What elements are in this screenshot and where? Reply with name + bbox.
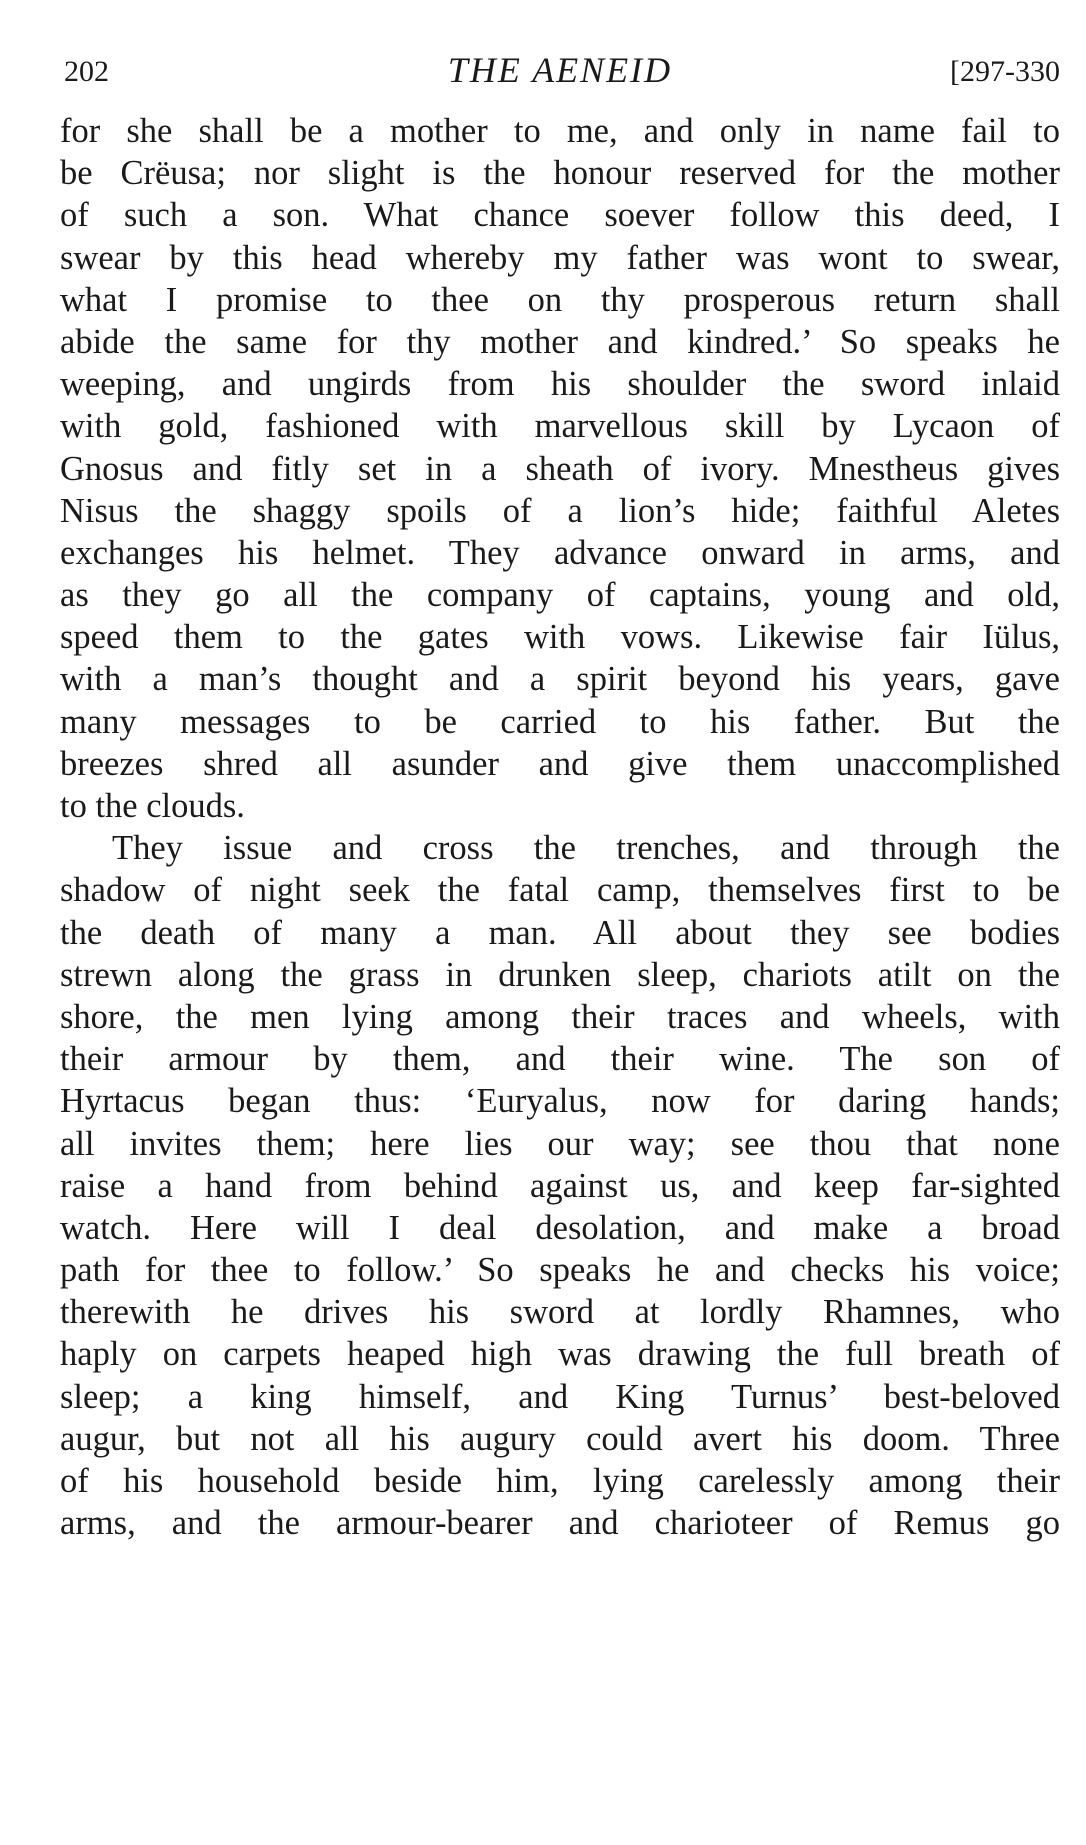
- body-text: [60, 110, 1060, 1544]
- text-line: path for thee to follow.’ So speaks he and checks his voice;: [60, 1251, 1060, 1290]
- text-line: abide the same for thy mother and kindred.’ So speaks he: [60, 322, 1060, 361]
- text-line: therewith he drives his sword at lordly Rhamnes, who: [60, 1293, 1060, 1332]
- text-line: raise a hand from behind against us, and keep far-sighted: [60, 1166, 1060, 1205]
- text-line: many messages to be carried to his father. But the: [60, 702, 1060, 741]
- text-line: swear by this head whereby my father was wont to swear,: [60, 238, 1060, 277]
- text-line: what I promise to thee on thy prosperous return shall: [60, 280, 1060, 319]
- line-range: [297-330: [950, 55, 1060, 88]
- text-line: with a man’s thought and a spirit beyond his years, gave: [60, 660, 1060, 699]
- page-number: 202: [64, 55, 109, 88]
- text-line: for she shall be a mother to me, and only in name fail to: [60, 112, 1060, 150]
- text-line: speed them to the gates with vows. Likewise fair Iülus,: [60, 618, 1060, 657]
- text-line: sleep; a king himself, and King Turnus’ best-beloved: [60, 1377, 1060, 1416]
- text-line: be Crëusa; nor slight is the honour reserved for the mother: [60, 154, 1060, 193]
- text-line: augur, but not all his augury could avert his doom. Three: [60, 1419, 1060, 1458]
- text-line: exchanges his helmet. They advance onward in arms, and: [60, 533, 1060, 572]
- text-line: weeping, and ungirds from his shoulder the sword inlaid: [60, 365, 1060, 404]
- text-line: all invites them; here lies our way; see thou that none: [60, 1124, 1060, 1163]
- text-line: haply on carpets heaped high was drawing the full breath of: [60, 1335, 1060, 1374]
- text-line: as they go all the company of captains, young and old,: [60, 576, 1060, 615]
- text-line: the death of many a man. All about they see bodies: [60, 913, 1060, 952]
- text-line: Gnosus and fitly set in a sheath of ivory. Mnestheus gives: [60, 449, 1060, 488]
- book-title: THE AENEID: [447, 50, 673, 90]
- text-line: arms, and the armour-bearer and charioteer of Remus go: [60, 1504, 1060, 1543]
- text-line: shore, the men lying among their traces and wheels, with: [60, 997, 1060, 1036]
- text-line: breezes shred all asunder and give them unaccomplished: [60, 744, 1060, 783]
- text-line: shadow of night seek the fatal camp, themselves first to be: [60, 871, 1060, 910]
- text-line: They issue and cross the trenches, and through the: [112, 829, 1060, 868]
- text-line: of such a son. What chance soever follow this deed, I: [60, 196, 1060, 235]
- text-line: of his household beside him, lying carelessly among their: [60, 1462, 1060, 1500]
- text-line: Hyrtacus began thus: ‘Euryalus, now for daring hands;: [60, 1082, 1060, 1121]
- text-line: to the clouds.: [60, 787, 245, 825]
- running-head: [60, 40, 1060, 100]
- text-line: strewn along the grass in drunken sleep, chariots atilt on the: [60, 955, 1060, 994]
- text-line: with gold, fashioned with marvellous skill by Lycaon of: [60, 407, 1060, 446]
- text-line: watch. Here will I deal desolation, and make a broad: [60, 1208, 1060, 1247]
- text-line: their armour by them, and their wine. The son of: [60, 1040, 1060, 1079]
- book-page: [60, 40, 1060, 1544]
- text-line: Nisus the shaggy spoils of a lion’s hide; faithful Aletes: [60, 491, 1060, 530]
